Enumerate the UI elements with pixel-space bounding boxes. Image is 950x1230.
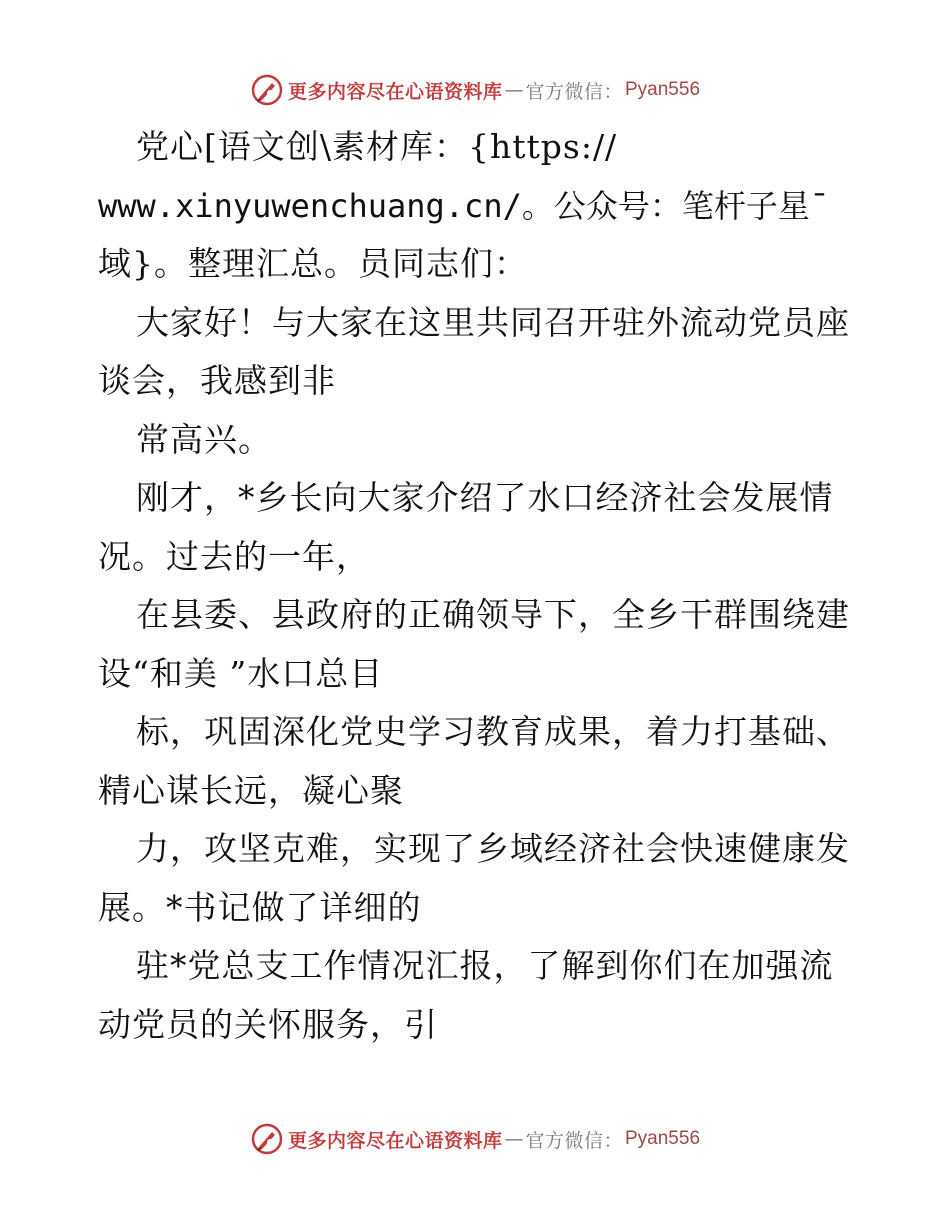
text-line: 精心谋长远，凝心聚 [98,770,404,810]
text-line: 谈会，我感到非 [98,361,336,400]
text-line: 力，攻坚克难，实现了乡域经济社会快速健康发 [136,829,850,868]
banner-brand-text: 更多内容尽在心语资料库 [287,1129,503,1152]
text-line: 党心[语文创\素材库：{https:// [136,127,618,166]
text-line: 驻*党总支工作情况汇报，了解到你们在加强流 [136,946,834,985]
text-line: 标，巩固深化党史学习教育成果，着力打基础、 [136,712,850,751]
header-watermark-banner [0,70,950,110]
text-line: 大家好！与大家在这里共同召开驻外流动党员座 [136,302,850,342]
banner-official-label: 官方微信： [525,1129,623,1152]
text-line [98,177,878,236]
banner-wechat-id: Pyan556 [625,79,701,100]
pen-logo-icon [250,1122,284,1156]
text-line: 域}。整理汇总。员同志们： [98,244,528,283]
text-line: 展。*书记做了详细的 [98,887,422,927]
text-line: 动党员的关怀服务，引 [98,1004,438,1044]
banner-brand-text: 更多内容尽在心语资料库 [287,80,503,103]
banner-official-label: 官方微信： [525,80,623,103]
text-line: 刚才，*乡长向大家介绍了水口经济社会发展情 [136,478,834,517]
footer-watermark-banner [0,1119,950,1159]
banner-dash: — [504,79,524,101]
text-line: 在县委、县政府的正确领导下，全乡干群围绕建 [136,595,850,634]
banner-wechat-id: Pyan556 [625,1128,701,1149]
text-line: 设“和美 ”水口总目 [98,653,384,693]
text-line: 常高兴。 [136,419,272,459]
pen-logo-icon [250,73,284,107]
url-text: www.xinyuwenchuang.cn/。公众号：笔杆子星¯ [98,186,830,225]
document-body [98,118,878,1054]
banner-dash: — [504,1128,524,1150]
text-line: 况。过去的一年， [98,536,370,576]
